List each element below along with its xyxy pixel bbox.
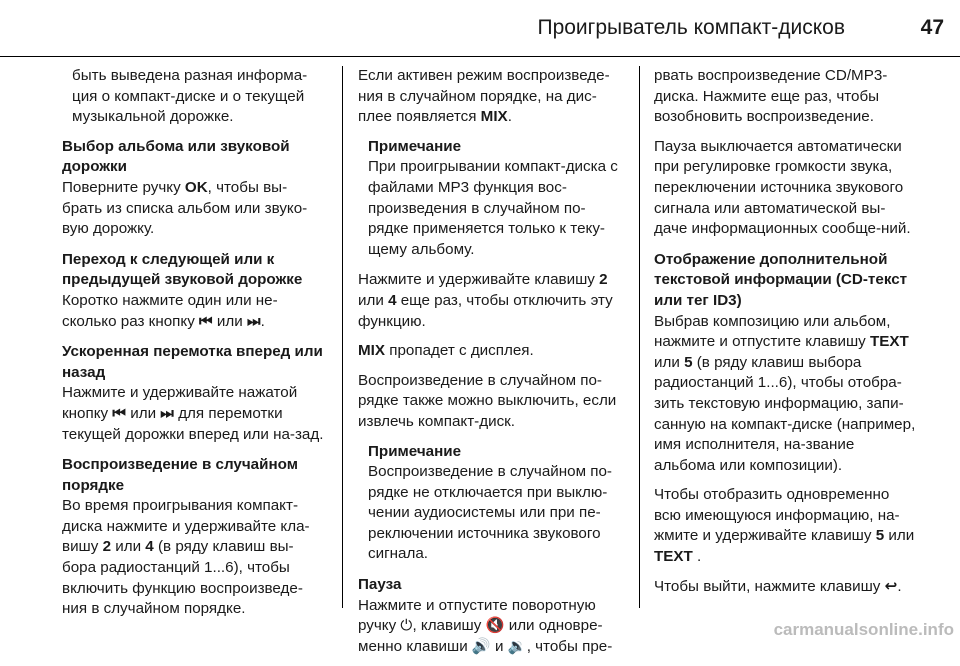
exit-text <box>654 577 918 598</box>
text-run: еще раз, чтобы отключить эту функцию. <box>358 291 613 330</box>
mix-label: MIX <box>358 342 386 360</box>
show-all-info-text <box>654 485 918 567</box>
continued-text: быть выведена разная информа-ция о компакт-диске и о текущей музыкальной дорожке. <box>72 67 308 126</box>
mix-display-text <box>358 66 622 128</box>
mix-disappears-text <box>358 341 622 362</box>
section-heading-random: Воспроизведение в случайном порядке <box>62 456 298 494</box>
section-text-next-prev <box>62 291 326 332</box>
note-text: При проигрывании компакт-диска с файлами MP3 функция вос-произведения в случайном по-рядке применяется только к теку-щему альбому. <box>368 158 618 258</box>
section-text-random <box>62 496 326 620</box>
skip-forward-icon: ⏭ <box>246 312 261 330</box>
back-icon: ↩ <box>884 577 898 595</box>
text-run: . <box>897 577 902 595</box>
skip-forward-icon: ⏭ <box>160 404 174 422</box>
mix-label: MIX <box>480 108 508 126</box>
text-run: Если активен режим воспроизведе-ния в случайном порядке, на дис-плее появляется <box>358 67 610 126</box>
section-heading-next-prev: Переход к следующей или к предыдущей звуковой дорожке <box>62 250 303 289</box>
text-run: или <box>654 353 685 371</box>
text-run: (в ряду клавиш выбора радиостанций 1...6), чтобы отобра-зить текстовую информацию, запи-санную на компакт-диске (например, имя исполнителя, на-звание альбома или композиции). <box>654 353 916 474</box>
text-run: или одновре-менно клавиши <box>358 617 603 655</box>
column-1 <box>62 66 326 629</box>
page-header <box>0 0 960 54</box>
section-heading-select-album: Выбор альбома или звуковой дорожки <box>62 137 290 176</box>
section-heading-fast-forward: Ускоренная перемотка вперед или назад <box>62 343 323 381</box>
text-run: пропадет с дисплея. <box>385 342 534 360</box>
section-text-pause <box>358 596 622 658</box>
column-3 <box>654 66 918 606</box>
note-box-1 <box>358 137 622 261</box>
section-text-fast-forward <box>62 383 326 445</box>
text-key-label: TEXT <box>654 548 693 566</box>
eject-random-text: Воспроизведение в случайном по-рядке также можно выключить, если извлечь компакт-диск. <box>358 371 617 430</box>
text-run: . <box>692 548 702 566</box>
pause-resume-text: рвать воспроизведение CD/MP3-диска. Нажмите еще раз, чтобы возобновить воспроизведение. <box>654 67 888 126</box>
text-run: Чтобы отобразить одновременно всю имеющуюся информацию, на-жмите и удерживайте клавишу <box>654 486 900 545</box>
text-run: Нажмите и удерживайте нажатой кнопку <box>62 384 298 422</box>
note-text: Воспроизведение в случайном по-рядке не отключается при выклю-чении аудиосистемы или при пе-реключении источника звукового сигнала. <box>368 463 612 563</box>
section-text-select-album <box>62 178 326 240</box>
column-divider-2 <box>639 66 640 608</box>
column-divider-1 <box>342 66 343 608</box>
text-run: или <box>884 527 915 545</box>
ok-key-label: OK <box>184 178 208 196</box>
text-run: Чтобы выйти, нажмите клавишу <box>654 577 885 595</box>
volume-up-icon: 🔊 <box>471 637 491 655</box>
section-text-cd-text <box>654 312 918 477</box>
text-run: , чтобы пре- <box>526 637 613 655</box>
page-title: Проигрыватель компакт-дисков <box>537 16 845 39</box>
key-2-label: 2 <box>599 271 608 289</box>
text-run: или <box>126 404 161 422</box>
disable-random-text <box>358 270 622 332</box>
note-title: Примечание <box>368 442 462 460</box>
text-run: . <box>507 108 512 126</box>
key-2-label: 2 <box>102 538 112 556</box>
text-run: для перемотки текущей дорожки вперед или на-зад. <box>62 404 324 443</box>
header-rule <box>0 56 960 57</box>
skip-back-icon: ⏮ <box>112 404 127 422</box>
page-number: 47 <box>920 16 944 39</box>
key-4-label: 4 <box>388 291 397 309</box>
pause-auto-off-text: Пауза выключается автоматически при регулировке громкости звука, переключении источника звукового сигнала или автоматической вы-даче информационных сообще-ний. <box>654 137 911 238</box>
watermark: carmanualsonline.info <box>773 620 954 639</box>
text-run: , чтобы вы-брать из списка альбом или звуко-вую дорожку. <box>62 178 308 238</box>
text-run: . <box>260 312 265 330</box>
text-run: и <box>490 637 508 655</box>
text-run: или <box>111 538 146 556</box>
section-heading-pause: Пауза <box>358 576 402 594</box>
section-heading-cd-text: Отображение дополнительной текстовой информации (CD-текст или тег ID3) <box>654 250 908 309</box>
skip-back-icon: ⏮ <box>199 312 213 330</box>
text-run: Поверните ручку <box>62 178 185 196</box>
text-run: Коротко нажмите один или не-сколько раз кнопку <box>62 291 278 330</box>
text-run: или <box>212 312 247 330</box>
key-4-label: 4 <box>145 538 154 556</box>
text-run: (в ряду клавиш вы-бора радиостанций 1...6), чтобы включить функцию воспроизведе-ния в случайном порядке. <box>62 538 303 618</box>
text-run: или <box>358 291 389 309</box>
text-run: Нажмите и отпустите поворотную ручку <box>358 596 596 635</box>
text-run: Во время проигрывания компакт-диска нажмите и удерживайте кла-вишу <box>62 497 310 556</box>
volume-down-icon: 🔉 <box>507 637 527 655</box>
note-box-2 <box>358 442 622 566</box>
column-2 <box>358 66 622 666</box>
key-5-label: 5 <box>684 353 693 371</box>
key-5-label: 5 <box>875 527 885 545</box>
note-title: Примечание <box>368 137 462 155</box>
text-key-label: TEXT <box>869 333 909 351</box>
text-run: , клавишу <box>412 617 486 635</box>
mute-icon: 🔇 <box>485 617 505 635</box>
text-run: Нажмите и удерживайте клавишу <box>358 271 600 289</box>
text-run: Выбрав композицию или альбом, нажмите и отпустите клавишу <box>654 312 891 351</box>
power-knob-icon: ⏻ <box>400 617 413 635</box>
